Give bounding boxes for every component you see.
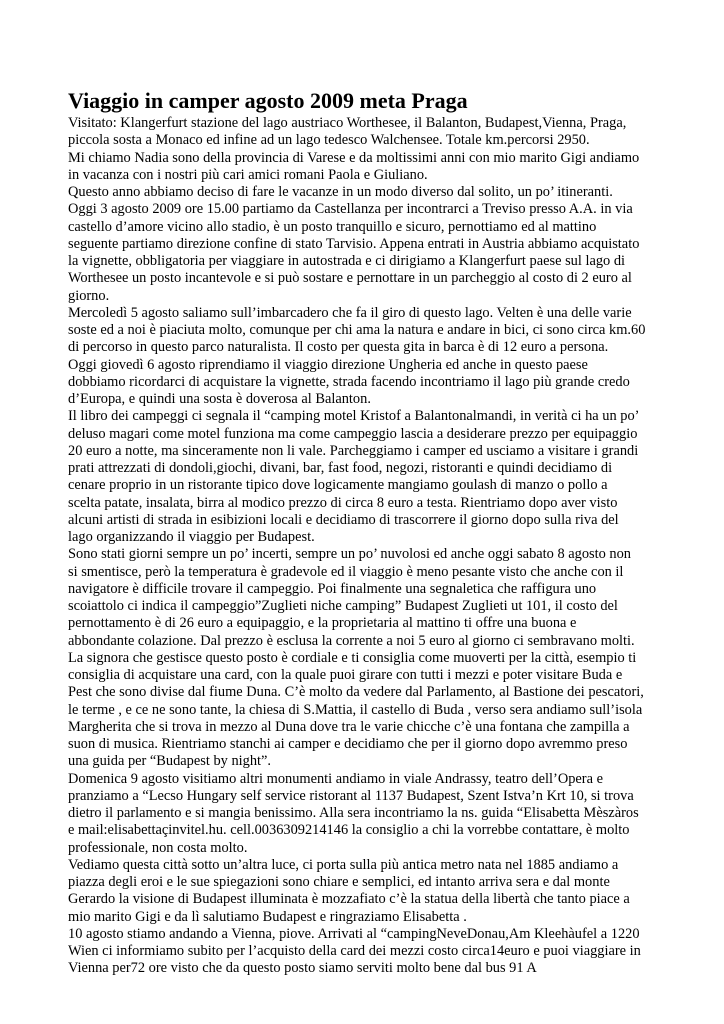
text-line: pernottamento è di 26 euro a equipaggio, e la proprietaria al mattino ti offre una buona e (68, 615, 577, 632)
text-line: Oggi giovedì 6 agosto riprendiamo il viaggio direzione Ungheria ed anche in questo paese (68, 356, 588, 373)
text-line: seguente partiamo direzione confine di stato Tarvisio. Appena entrati in Austria abbiamo acquistato (68, 235, 640, 252)
text-line: alcuni artisti di strada in esibizioni locali e decidiamo di trascorrere il giorno dopo sulla riva del (68, 511, 619, 528)
text-line: scoiattolo ci indica il campeggio”Zuglieti niche camping” Budapest Zuglieti ut 101, il costo del (68, 598, 618, 614)
document-page (68, 88, 656, 978)
text-line: piccola sosta a Monaco ed infine ad un lago tedesco Walchensee. Totale km.percorsi 2950. (68, 132, 590, 149)
text-line: castello d’amore vicino allo stadio, è un posto tranquillo e sicuro, pernottiamo ed al mattino (68, 218, 597, 235)
text-line: Pest che sono divise dal fiume Duna. C’è molto da vedere dal Parlamento, al Bastione dei pescatori, (68, 684, 644, 701)
text-line: una guida per “Budapest by night”. (68, 753, 272, 770)
text-line: dobbiamo ricordarci di acquistare la vignette, strada facendo incontriamo il lago più grande credo (68, 373, 630, 390)
text-line: Questo anno abbiamo deciso di fare le vacanze in un modo diverso dal solito, un po’ itineranti. (68, 184, 613, 200)
text-line: si smentisce, però la temperatura è gradevole ed il viaggio è meno pesante visto che anche con il (68, 563, 624, 580)
text-line: Worthesee un posto incantevole e si può sostare e pernottare in un parcheggio al costo di 2 euro al (68, 270, 632, 287)
text-line: le terme , e ce ne sono tante, la chiesa di S.Mattia, il castello di Buda , verso sera andiamo sull’isola (68, 701, 643, 718)
text-line: Vienna per72 ore visto che da questo posto siamo serviti molto bene dal bus 91 A (68, 960, 537, 977)
text-line: mio marito Gigi e da lì salutiamo Budapest e ringraziamo Elisabetta . (68, 908, 467, 925)
text-line: scelta patate, insalata, birra al modico prezzo di circa 8 euro a testa. Rientriamo dopo aver visto (68, 494, 618, 511)
text-line: professionale, non costa molto. (68, 839, 248, 856)
text-line: consiglia di acquistare una card, con la quale puoi girare con tutti i mezzi e poter visitare Buda e (68, 667, 623, 683)
text-line: navigatore è difficile trovare il campeggio. Poi finalmente una segnaletica che raffigura uno (68, 580, 597, 597)
text-line: Domenica 9 agosto visitiamo altri monumenti andiamo in viale Andrassy, teatro dell’Opera e (68, 770, 603, 787)
text-line: Mi chiamo Nadia sono della provincia di Varese e da moltissimi anni con mio marito Gigi andiamo (68, 149, 640, 166)
text-line: Oggi 3 agosto 2009 ore 15.00 partiamo da Castellanza per incontrarci a Treviso presso A.A. in via (68, 201, 633, 218)
text-line: soste ed a noi è piaciuta molto, comunque per chi ama la natura e andare in bici, ci sono circa km.60 (68, 322, 646, 338)
text-line: suon di musica. Rientriamo stanchi ai camper e decidiamo che per il giorno dopo avremmo preso (68, 736, 628, 752)
text-line: la vignette, obbligatoria per viaggiare in autostrada e ci dirigiamo a Klangerfurt paese sul lago di (68, 253, 626, 269)
text-line: e mail:elisabettaçinvitel.hu. cell.0036309214146 la consiglio a chi la vorrebbe contattare, è molto (68, 822, 630, 839)
text-line: Wien ci informiamo subito per l’acquisto della card dei mezzi costo circa14euro e puoi viaggiare in (68, 943, 641, 959)
text-line: 20 euro a notte, ma sinceramente non li vale. Parcheggiamo i camper ed usciamo a visitare i grandi (68, 442, 639, 459)
document-body (68, 115, 656, 978)
text-line: lago organizzando il viaggio per Budapest. (68, 529, 315, 545)
text-line: Mercoledì 5 agosto saliamo sull’imbarcadero che fa il giro di questo lago. Velten è una delle varie (68, 304, 632, 321)
text-line: giorno. (68, 287, 110, 304)
text-line: 10 agosto stiamo andando a Vienna, piove. Arrivati al “campingNeveDonau,Am Kleehàufel a 1220 (68, 925, 640, 942)
text-line: Visitato: Klangerfurt stazione del lago austriaco Worthesee, il Balanton, Budapest,Vienna, Praga, (68, 115, 627, 131)
text-line: abbondante colazione. Dal prezzo è esclusa la corrente a noi 5 euro al giorno ci sembravano molti. (68, 632, 635, 649)
text-line: dietro il parlamento e si mangia benissimo. Alla sera incontriamo la ns. guida “Elisabetta Mèszàros (68, 805, 639, 821)
text-line: pranziamo a “Lecso Hungary self service ristorant al 1137 Budapest, Szent Istva’n Krt 10, si trova (68, 787, 634, 804)
text-line: La signora che gestisce questo posto è cordiale e ti consiglia come muoverti per la città, esempio ti (68, 649, 637, 666)
text-line: Margherita che si trova in mezzo al Duna dove tra le varie chicche c’è una fontana che zampilla a (68, 718, 630, 735)
text-line: prati attrezzati di dondoli,giochi, divani, bar, fast food, negozi, ristoranti e quindi decidiamo di (68, 460, 613, 476)
text-line: Sono stati giorni sempre un po’ incerti, sempre un po’ nuvolosi ed anche oggi sabato 8 agosto non (68, 546, 631, 563)
text-line: in vacanza con i nostri più cari amici romani Paola e Giuliano. (68, 166, 428, 183)
text-line: cenare proprio in un ristorante tipico dove logicamente mangiamo goulash di manzo o pollo a (68, 477, 608, 494)
document-title: Viaggio in camper agosto 2009 meta Praga (68, 88, 468, 113)
text-line: piazza degli eroi e le sue spiegazioni sono chiare e semplici, ed intanto arriva sera e dal monte (68, 874, 610, 890)
text-line: Gerardo la visione di Budapest illuminata è mozzafiato c’è la statua della libertà che tanto piace a (68, 891, 630, 908)
text-line: d’Europa, e quindi una sosta è doverosa al Balanton. (68, 391, 371, 407)
text-line: di percorso in questo parco naturalista. Il costo per questa gita in barca è di 12 euro a persona. (68, 339, 609, 356)
text-line: Vediamo questa città sotto un’altra luce, ci porta sulla più antica metro nata nel 1885 andiamo a (68, 856, 619, 873)
text-line: deluso magari come motel funziona ma come campeggio lascia a desiderare prezzo per equipaggio (68, 425, 638, 442)
text-line: Il libro dei campeggi ci segnala il “camping motel Kristof a Balantonalmandi, in verità ci ha un po’ (68, 408, 640, 425)
